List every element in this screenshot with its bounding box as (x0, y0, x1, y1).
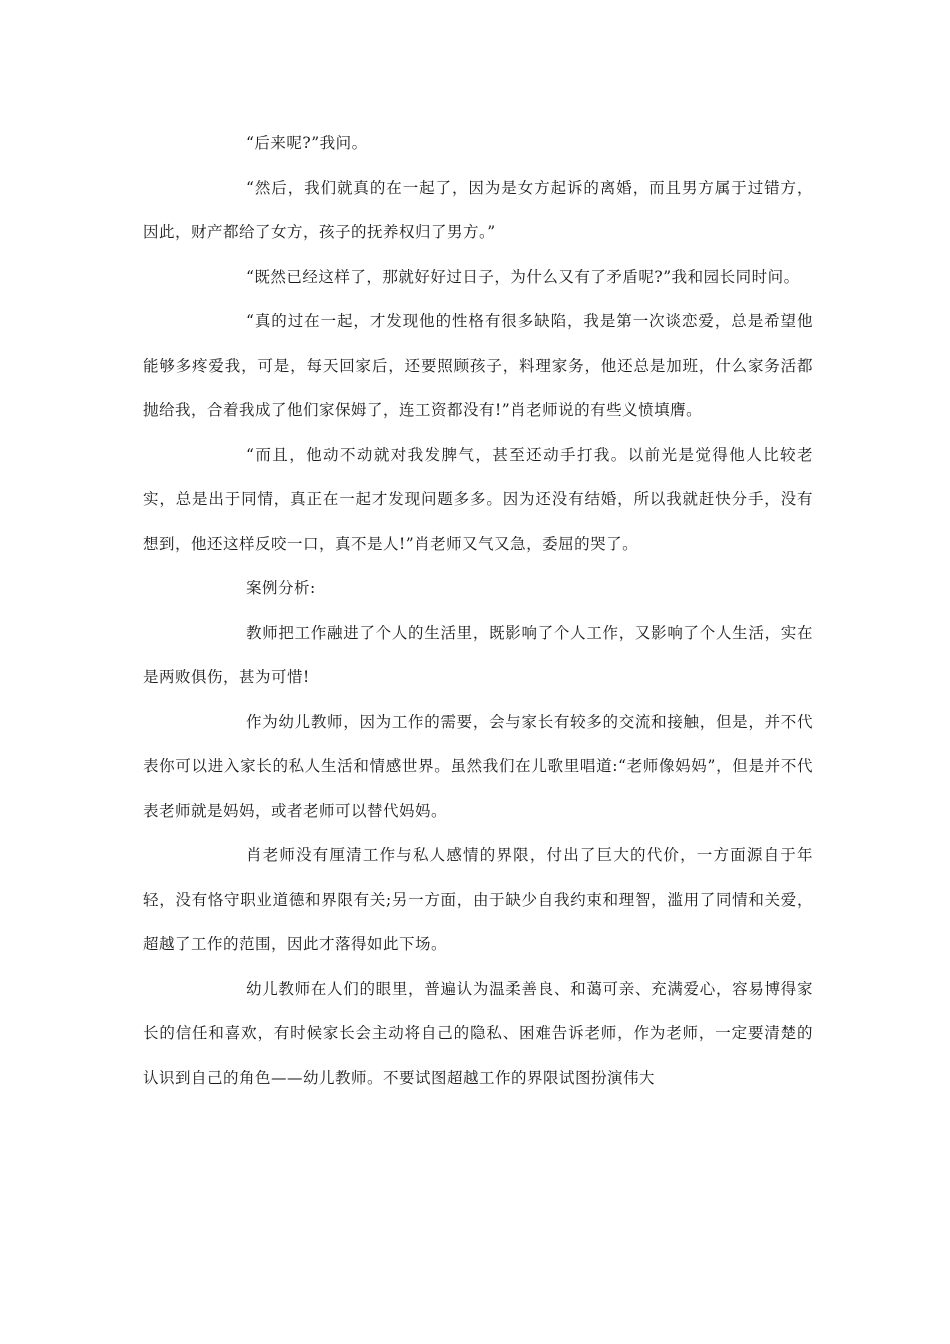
paragraph-dialogue-complaint: “真的过在一起，才发现他的性格有很多缺陷，我是第一次谈恋爱，总是希望他能够多疼爱我，可是，每天回家后，还要照顾孩子，料理家务，他还总是加班，什么家务活都抛给我，合着我成了他们家保姆了，连工资都没有!”肖老师说的有些义愤填膺。 (143, 312, 813, 419)
paragraph-analysis-4: 幼儿教师在人们的眼里，普遍认为温柔善良、和蔼可亲、充满爱心，容易博得家长的信任和喜欢，有时候家长会主动将自己的隐私、困难告诉老师，作为老师，一定要清楚的认识到自己的角色——幼儿教师。不要试图超越工作的界限试图扮演伟大 (143, 979, 813, 1087)
paragraph-analysis-3: 肖老师没有厘清工作与私人感情的界限，付出了巨大的代价，一方面源自于年轻，没有恪守职业道德和界限有关;另一方面，由于缺少自我约束和理智，滥用了同情和关爱，超越了工作的范围，因此才落得如此下场。 (143, 846, 813, 953)
paragraph-analysis-2: 作为幼儿教师，因为工作的需要，会与家长有较多的交流和接触，但是，并不代表你可以进入家长的私人生活和情感世界。虽然我们在儿歌里唱道:“老师像妈妈”，但是并不代表老师就是妈妈，或者老师可以替代妈妈。 (143, 712, 813, 820)
paragraph-dialogue-divorce: “然后，我们就真的在一起了，因为是女方起诉的离婚，而且男方属于过错方，因此，财产都给了女方，孩子的抚养权归了男方。” (143, 178, 813, 241)
paragraph-dialogue-breakup: “而且，他动不动就对我发脾气，甚至还动手打我。以前光是觉得他人比较老实，总是出于同情，真正在一起才发现问题多多。因为还没有结婚，所以我就赶快分手，没有想到，他还这样反咬一口，真不是人!”肖老师又气又急，委屈的哭了。 (143, 445, 813, 553)
paragraph-dialogue-question: “后来呢?”我问。 (246, 134, 368, 152)
section-heading-case-analysis: 案例分析: (246, 579, 316, 597)
document-body (143, 121, 813, 1100)
paragraph-dialogue-conflict-question: “既然已经这样了，那就好好过日子，为什么又有了矛盾呢?”我和园长同时问。 (246, 267, 800, 286)
paragraph-analysis-1: 教师把工作融进了个人的生活里，既影响了个人工作，又影响了个人生活，实在是两败俱伤，甚为可惜! (143, 623, 813, 686)
